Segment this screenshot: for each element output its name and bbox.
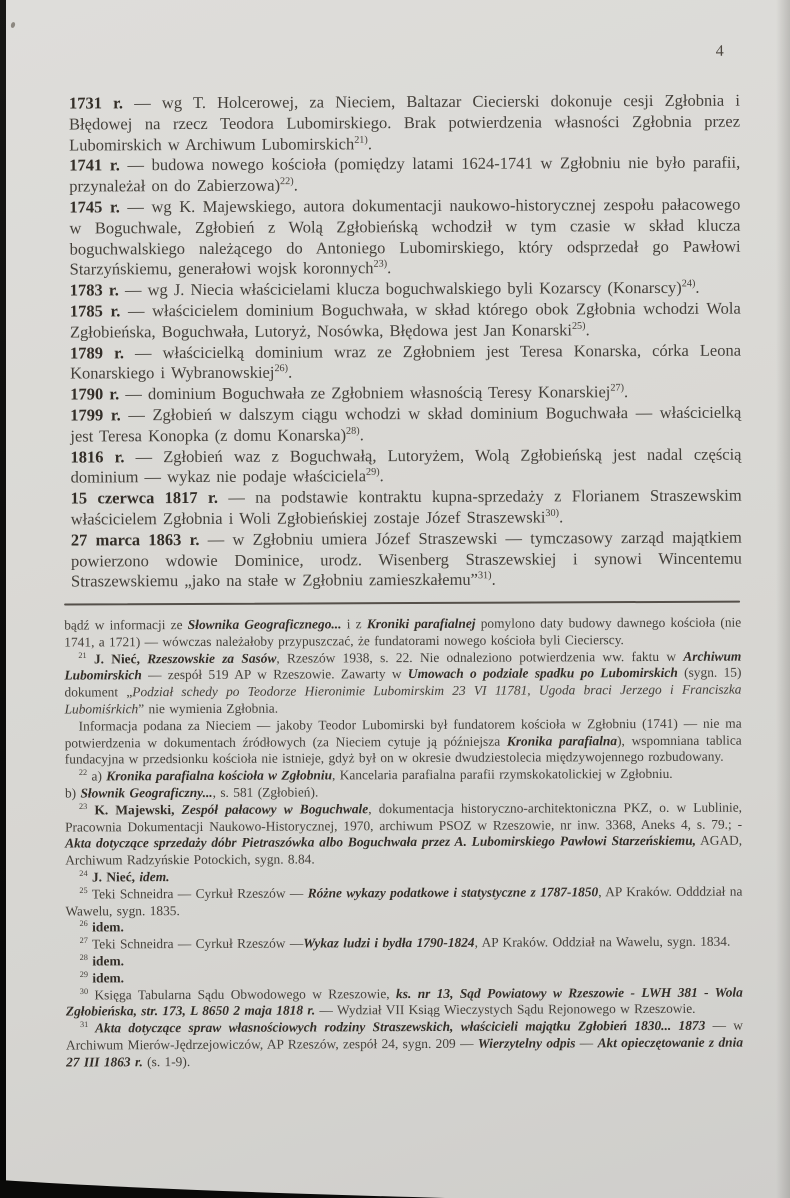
text-run: . — [359, 424, 364, 445]
text-run: Słownik Geograficzny... — [80, 784, 213, 801]
text-run: — wg K. Majewskiego, autora dokumentacji naukowo-historycznej zespołu pałacowego w Boguchwale, Zgłobień z Wolą Zgłobieńską wchodził w tym czasie w skład klucza boguchwalskiego należącego do Antoniego Lubomirskiego, który odsprzedał go Pawłowi Starzyńskiemu, generałowi wojsk koronnych — [69, 194, 741, 279]
text-run: , AP Kraków. Odddział na Wawelu, sygn. 1835. — [65, 883, 743, 919]
text-run: . — [367, 133, 372, 153]
footnote-ref: 29) — [365, 467, 380, 479]
text-run: Wykaz ludzi i bydła 1790-1824 — [303, 934, 475, 951]
text-run: — zespół 519 AP w Rzeszowie. Zawarty w — [141, 666, 408, 683]
scan-edge-bottom — [0, 1153, 460, 1198]
body-entry — [70, 340, 741, 385]
text-run: — Wydział VII Ksiąg Wieczystych Sądu Rejonowego w Rzeszowie. — [315, 1001, 696, 1018]
footnote-ref: 26) — [274, 363, 289, 375]
text-run: Akta dotyczące spraw własnościowych rodziny Straszewskich, właścicieli majątku Zgłobień 1830... 1873 — [88, 1017, 706, 1036]
footnote-ref: 30) — [545, 507, 560, 519]
text-run: , Kancelaria parafialna parafii rzymskokatolickiej w Zgłobniu. — [331, 766, 673, 783]
footnote-ref: 31) — [477, 570, 492, 582]
footnote — [65, 766, 742, 786]
text-run: Informacja podana za Nieciem — jakoby Teodor Lubomirski był fundatorem kościoła w Zgłobniu (1741) — nie ma potwierdzenia w dokumentach źródłowych (za Nieciem cytuje ją późniejsza — [64, 715, 742, 751]
text-run: 15 czerwca 1817 r. — [70, 488, 218, 508]
text-run: — wg J. Niecia właścicielami klucza boguchwalskiego byli Kozarscy (Konarscy) — [118, 278, 682, 300]
text-run: — — [575, 1035, 598, 1051]
text-run: 1785 r. — [69, 301, 121, 321]
body-entry — [69, 153, 740, 198]
footnote — [64, 648, 741, 718]
footnote-ref: 26 — [79, 919, 88, 929]
body-entry — [70, 403, 741, 448]
text-run: 27 marca 1863 r. — [70, 529, 200, 550]
footnote-ref: 21 — [78, 650, 87, 660]
footnote-ref: 22 — [78, 768, 88, 778]
text-run: (s. 1-9). — [142, 1053, 191, 1069]
footnote — [66, 984, 743, 1021]
text-run: Akta dotyczące sprzedaży dóbr Pietraszówka albo Boguchwała przez A. Lubomirskiego Pawłowi Starzeńskiemu, — [65, 833, 697, 851]
text-run: Akt opieczętowanie z dnia 27 III 1863 r. — [66, 1034, 744, 1070]
footnotes — [64, 615, 743, 1071]
text-run: 1816 r. — [70, 446, 125, 467]
footnote-ref: 27 — [79, 936, 88, 946]
footnote — [65, 715, 742, 768]
text-run: . — [379, 466, 384, 486]
text-run: Księga Tabularna Sądu Obwodowego w Rzeszowie, — [88, 985, 397, 1002]
text-run: Teki Schneidra — Cyrkuł Rzeszów — — [87, 935, 304, 952]
text-run: . — [288, 362, 293, 382]
text-run: ks. nr 13, Sąd Powiatowy w Rzeszowie - LWH 381 - Wola Zgłobieńska, str. 173, L 8650 2 maja 1818 r. — [65, 984, 743, 1019]
text-run: — w Zgłobniu umiera Józef Straszewski — tymczasowy zarząd majątkiem powierzono wdowie Dominice, urodz. Wisenberg Straszewskiej i synowi Wincentemu Straszewskiemu „jako na stałe w Zgłobniu zamieszkałemu” — [70, 527, 742, 591]
text-run: (sygn. 15) dokument „ — [64, 664, 742, 700]
footnote — [65, 799, 742, 869]
text-run: i z — [341, 616, 367, 632]
text-run: Zespół pałacowy w Boguchwale — [181, 800, 369, 817]
footnote-ref: 28) — [346, 425, 360, 437]
text-run: a) — [87, 768, 107, 784]
text-run: . — [293, 175, 298, 195]
text-run: — Zgłobień w dalszym ciągu wchodzi w skład dominium Boguchwała — właścicielką jest Teresa Konopka (z domu Konarska) — [70, 402, 742, 446]
text-run: Podział schedy po Teodorze Hieronimie Lubomirskim 23 VI 11781, Ugoda braci Jerzego i Franciszka Lubomiśrkich — [64, 681, 742, 717]
page-number: 4 — [715, 42, 725, 60]
text-run: Kroniki parafialnej — [366, 615, 476, 632]
footnote — [64, 615, 741, 652]
footnote-ref: 25 — [79, 885, 88, 895]
body-entry — [70, 382, 741, 406]
text-run: Słownika Geograficznego... — [187, 616, 342, 633]
footnote-ref: 24) — [681, 278, 696, 290]
text-run: — w Archiwum Mierów-Jędrzejowiczów, AP Rzeszów, zespół 24, sygn. 209 — — [65, 1017, 743, 1053]
text-run: idem. — [139, 869, 170, 885]
footnote-ref: 21) — [354, 134, 368, 146]
footnote-ref: 22) — [280, 176, 294, 188]
footnote — [65, 883, 742, 920]
text-run: . — [585, 320, 590, 340]
footnote-ref: 30 — [79, 986, 89, 996]
text-run: J. Nieć, — [87, 869, 140, 885]
text-run: — budowa nowego kościoła (pomiędzy latami 1624-1741 w Zgłobniu nie było parafii, przynależał on do Zabierzowa) — [69, 152, 741, 196]
text-run: — na podstawie kontraktu kupna-sprzedaży z Florianem Straszewskim właścicielem Zgłobnia i Woli Zgłobieńskiej zostaje Józef Straszewski — [70, 485, 742, 529]
text-run: Umowach o podziale spadku po Lubomirskich — [407, 665, 678, 682]
text-run: AGAD, Archiwum Radzyńskie Potockich, sygn. 8.84. — [65, 832, 743, 868]
body-entry — [71, 527, 742, 592]
text-run: . — [623, 382, 629, 402]
footnote — [66, 934, 743, 954]
text-run: 1741 r. — [69, 155, 120, 175]
text-run: . — [491, 570, 496, 590]
text-run: Teki Schneidra — Cyrkuł Rzeszów — — [87, 885, 308, 902]
text-run: 1783 r. — [69, 280, 119, 300]
text-run: 1799 r. — [70, 405, 121, 425]
footnote-ref: 23) — [373, 259, 388, 271]
text-run: — Zgłobień waz z Boguchwałą, Lutoryżem, Wolą Zgłobieńską jest nadal częścią dominium — wykaz nie podaje właściciela — [70, 444, 742, 487]
text-run: ” nie wymienia Zgłobnia. — [138, 700, 279, 717]
text-run: , Rzeszów 1938, s. 22. Nie odnaleziono potwierdzenia ww. faktu w — [276, 648, 684, 666]
text-run: , dokumentacja historyczno-architektoniczna PKZ, o. w Lublinie, Pracownia Dokumentacji Naukowo-Historycznej, 1970, archiwum PSOZ w Rzeszowie, nr inw. 3368, Aneks 4, s. 79.; - — [65, 799, 743, 835]
footnote-ref: 23 — [78, 801, 88, 811]
text-run: 1789 r. — [69, 342, 125, 363]
text-run: Kronika parafialna — [506, 732, 618, 749]
text-run: — właścicielką dominium wraz ze Zgłobniem jest Teresa Konarska, córka Leona Konarskiego i Wybranowskiej — [70, 340, 742, 383]
text-run: Archiwum Lubomirskich — [64, 648, 742, 683]
scan-edge-left — [0, 0, 6, 1198]
text-run: Kronika parafialna kościoła w Zgłobniu — [106, 767, 333, 784]
text-run: idem. — [87, 953, 124, 969]
footnote-separator — [64, 601, 740, 606]
text-run: , s. 581 (Zgłobień). — [212, 784, 319, 800]
text-run: idem. — [87, 919, 124, 935]
body-text — [69, 91, 742, 593]
body-entry — [71, 486, 742, 531]
footnote-ref: 31 — [79, 1020, 89, 1030]
scan-shadow-right — [776, 0, 790, 1198]
footnote-ref: 27) — [610, 382, 624, 394]
text-run: . — [387, 258, 392, 278]
text-run: bądź w informacji ze — [64, 617, 188, 633]
text-run: 1745 r. — [69, 197, 120, 217]
text-run: . — [695, 277, 700, 297]
text-run: J. Nieć, — [86, 650, 148, 667]
body-entry — [70, 278, 741, 302]
text-run: pomylono daty budowy dawnego kościoła (nie 1741, a 1721) — wówczas należałoby przypuszczać, że fundatorami nowego kościoła byli Ciecierscy. — [64, 614, 742, 650]
body-entry — [69, 91, 740, 156]
text-run: , AP Kraków. Oddział na Wawelu, sygn. 1834. — [474, 933, 731, 950]
body-entry — [70, 299, 741, 344]
text-run: idem. — [88, 970, 125, 986]
text-run: Wierzytelny odpis — [477, 1035, 576, 1051]
footnote-ref: 24 — [79, 868, 88, 878]
body-entry — [70, 444, 741, 489]
text-run: ), wspomniana tablica fundacyjna w przedsionku kościoła nie istnieje, gdyż był on w okresie dwudziestolecia międzywojennego rozbudowany. — [64, 732, 742, 767]
footnote-ref: 28 — [79, 952, 88, 962]
text-run: — wg T. Holcerowej, za Nieciem, Baltazar Ciecierski dokonuje cesji Zgłobnia i Błędowej na rzecz Teodora Lubomirskiego. Brak potwierdzenia własności Zgłobnia przez Lubomirskich w Archiwum Lubomirskich — [68, 90, 741, 155]
body-entry — [69, 195, 740, 281]
footnote — [66, 1018, 743, 1071]
text-run: Rzeszowskie za Sasów — [147, 650, 277, 666]
text-run: b) — [64, 785, 81, 801]
text-run: K. Majewski, — [87, 801, 182, 818]
text-run: — dominium Boguchwała ze Zgłobniem własnością Teresy Konarskiej — [119, 382, 611, 404]
text-run: . — [559, 507, 564, 527]
text-run: 1790 r. — [70, 384, 120, 404]
text-run: — właścicielem dominium Boguchwała, w skład którego obok Zgłobnia wchodzi Wola Zgłobieńska, Boguchwała, Lutoryż, Nosówka, Błędowa jest Jan Konarski — [69, 298, 741, 342]
text-run: 1731 r. — [68, 93, 124, 113]
footnote-ref: 25) — [571, 320, 586, 332]
text-run: Różne wykazy podatkowe i statystyczne z 1787-1850 — [307, 883, 599, 901]
footnote-ref: 29 — [79, 969, 89, 979]
